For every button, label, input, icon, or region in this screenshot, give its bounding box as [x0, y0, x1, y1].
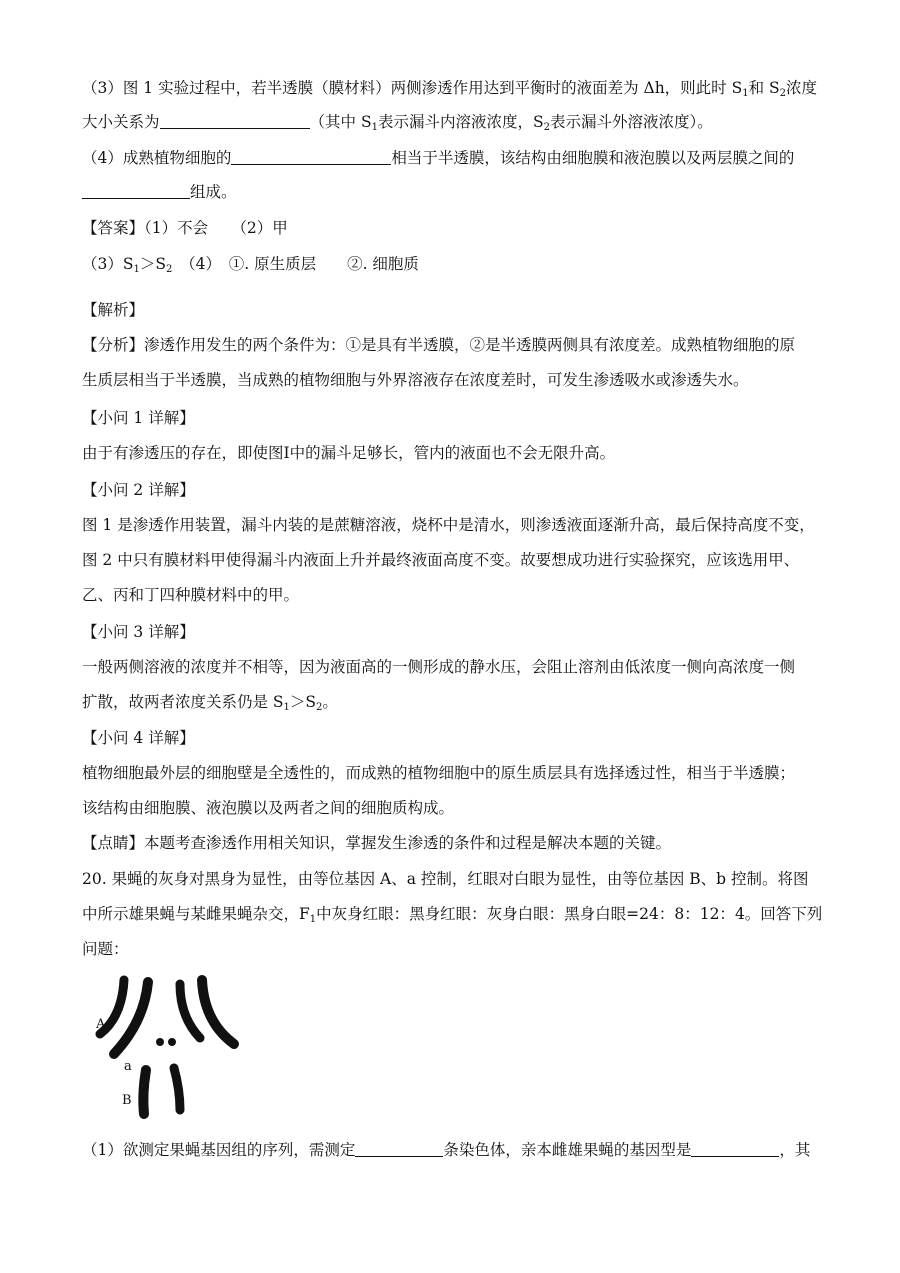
q3-line2: 大小关系为 （其中 $S_1$表示漏斗内溶液浓度，$S_2$表示漏斗外溶液浓度）。	[82, 113, 713, 133]
chromosome-right-inner	[180, 984, 200, 1038]
answer-blank	[691, 1140, 779, 1157]
chromosome-dot-right	[168, 1038, 176, 1046]
q4-line2: 组成。	[82, 182, 237, 202]
sub4-line1: 植物细胞最外层的细胞壁是全透性的，而成熟的植物细胞中的原生质层具有选择透过性，相当于半透膜；	[82, 764, 796, 782]
chromosome-dot-left	[156, 1038, 164, 1046]
q20-line3: 问题：	[82, 940, 129, 958]
q20-1-line: （1）欲测定果蝇基因组的序列，需测定 条染色体，亲本雌雄果蝇的基因型是 ，其	[82, 1141, 811, 1159]
answer-line1: 【答案】（1）不会 （2）甲	[82, 219, 288, 237]
label-a: a	[124, 1059, 132, 1074]
fenxi-line2: 生质层相当于半透膜，当成熟的植物细胞与外界溶液存在浓度差时，可发生渗透吸水或渗透失水。	[82, 371, 749, 389]
sub2-line2: 图 2 中只有膜材料甲使得漏斗内液面上升并最终液面高度不变。故要想成功进行实验探究，应该选用甲、	[82, 551, 800, 569]
chromosome-figure	[82, 972, 252, 1122]
answer-blank	[160, 112, 310, 129]
sub4-line2: 该结构由细胞膜、液泡膜以及两者之间的细胞质构成。	[82, 799, 455, 817]
q20-line2: 中所示雄果蝇与某雌果蝇杂交，$F_1$中灰身红眼：黑身红眼：灰身白眼：黑身白眼=24：8：12：4。回答下列	[82, 905, 823, 925]
label-A: A	[96, 1017, 106, 1032]
sub3-line1: 一般两侧溶液的浓度并不相等，因为液面高的一侧形成的静水压，会阻止溶剂由低浓度一侧向高浓度一侧	[82, 658, 796, 676]
chromosome-diagram	[82, 972, 252, 1122]
answer-blank	[231, 148, 391, 165]
sub2-line1: 图 1 是渗透作用装置，漏斗内装的是蔗糖溶液，烧杯中是清水，则渗透液面逐渐升高，最后保持高度不变，	[82, 516, 815, 534]
sub1-line1: 由于有渗透压的存在，即使图Ⅰ中的漏斗足够长，管内的液面也不会无限升高。	[82, 444, 616, 462]
label-B: B	[122, 1093, 132, 1108]
chromosome-right-outer	[202, 980, 234, 1044]
answer-blank	[82, 182, 190, 199]
dianjing-line: 【点睛】本题考查渗透作用相关知识，掌握发生渗透的条件和过程是解决本题的关键。	[82, 834, 672, 852]
answer-line2: $(3)S_1>S_2$ （4） ①. 原生质层 ②. 细胞质	[82, 255, 419, 275]
sub2-line3: 乙、丙和丁四种膜材料中的甲。	[82, 586, 300, 604]
chromosome-x	[143, 1070, 146, 1114]
sub1-heading: 【小问 1 详解】	[82, 409, 195, 427]
sub3-heading: 【小问 3 详解】	[82, 623, 195, 641]
q20-line1: 20. 果蝇的灰身对黑身为显性，由等位基因 A、a 控制，红眼对白眼为显性，由等位基因 B、b 控制。将图	[82, 870, 809, 888]
sub4-heading: 【小问 4 详解】	[82, 729, 195, 747]
analysis-heading: 【解析】	[82, 301, 145, 319]
sub2-heading: 【小问 2 详解】	[82, 481, 195, 499]
chromosome-y	[174, 1068, 180, 1110]
sub3-line2: 扩散，故两者浓度关系仍是 $S_1>S_2$。	[82, 693, 338, 713]
q4-line1: （4）成熟植物细胞的 相当于半透膜，该结构由细胞膜和液泡膜以及两层膜之间的	[82, 149, 795, 167]
q3-line1: （3）图 1 实验过程中，若半透膜（膜材料）两侧渗透作用达到平衡时的液面差为 Δh，则此时 $S_1$和 $S_2$浓度	[82, 79, 818, 99]
answer-blank	[355, 1140, 443, 1157]
fenxi-line1: 【分析】渗透作用发生的两个条件为：①是具有半透膜，②是半透膜两侧具有浓度差。成熟植物细胞的原	[82, 336, 796, 354]
